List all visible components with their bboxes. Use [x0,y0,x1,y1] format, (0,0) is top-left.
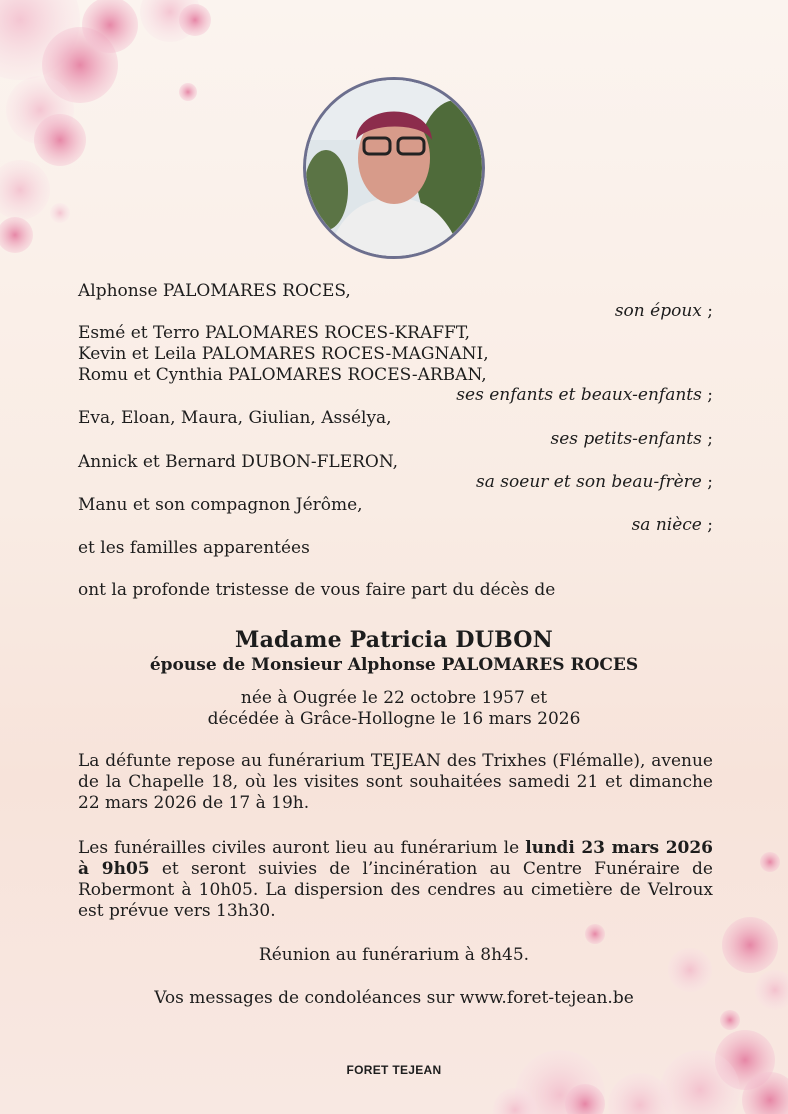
family-line-child-1: Esmé et Terro PALOMARES ROCES-KRAFFT, [78,323,471,343]
funeral-date: lundi 23 mars 2026 à 9h05 [78,838,714,879]
relation-niece-text: sa nièce [631,515,702,535]
deceased-spouse-line: épouse de Monsieur Alphonse PALOMARES ROCES [149,655,639,675]
family-line-niece: Manu et son compagnon Jérôme, [78,495,363,515]
relation-sister-text: sa soeur et son beau-frère [476,472,702,492]
condolences-info: Vos messages de condoléances sur www.foret-tejean.be [154,988,634,1008]
announcement-intro: ont la profonde tristesse de vous faire part du décès de [78,580,556,600]
relation-sister [476,472,713,492]
relation-grandchildren [550,429,713,449]
funeral-home-logo: FORET TEJEAN [346,1063,442,1077]
relation-spouse-text: son époux [614,301,702,321]
relation-children [456,385,713,405]
relation-children-text: ses enfants et beaux-enfants [456,385,702,405]
separator: ; [701,515,713,535]
deceased-name: Madame Patricia DUBON [235,627,553,653]
funeral-paragraph [78,838,713,922]
separator: ; [701,301,713,321]
relation-grandchildren-text: ses petits-enfants [550,429,702,449]
visitation-paragraph: La défunte repose au funérarium TEJEAN des Trixhes (Flémalle), avenue de la Chapelle 18, où les visites sont souhaitées samedi 21 et dimanche 22 mars 2026 de 17 à 19h. [78,751,713,813]
family-line-grandchildren: Eva, Eloan, Maura, Giulian, Assélya, [78,408,392,428]
death-info: décédée à Grâce-Hollogne le 16 mars 2026 [207,709,581,729]
birth-info: née à Ougrée le 22 octobre 1957 et [240,688,548,708]
relation-spouse [615,301,713,321]
separator: ; [701,472,713,492]
portrait-photo [303,77,485,259]
family-line-child-3: Romu et Cynthia PALOMARES ROCES-ARBAN, [78,365,487,385]
funeral-text-2: et seront suivies de l’incinération au Centre Funéraire de Robermont à 10h05. La dispersion des cendres au cimetière de Velroux est prévue vers 13h30. [78,859,713,921]
funeral-text-1: Les funérailles civiles auront lieu au funérarium le [78,838,526,858]
family-line-relatives: et les familles apparentées [78,538,310,558]
relation-niece [632,515,713,535]
meeting-info: Réunion au funérarium à 8h45. [258,945,530,965]
family-line-spouse: Alphonse PALOMARES ROCES, [78,281,351,301]
separator: ; [701,385,713,405]
family-line-child-2: Kevin et Leila PALOMARES ROCES-MAGNANI, [78,344,489,364]
portrait-image [306,80,482,256]
separator: ; [701,429,713,449]
family-line-sister: Annick et Bernard DUBON-FLERON, [78,452,399,472]
